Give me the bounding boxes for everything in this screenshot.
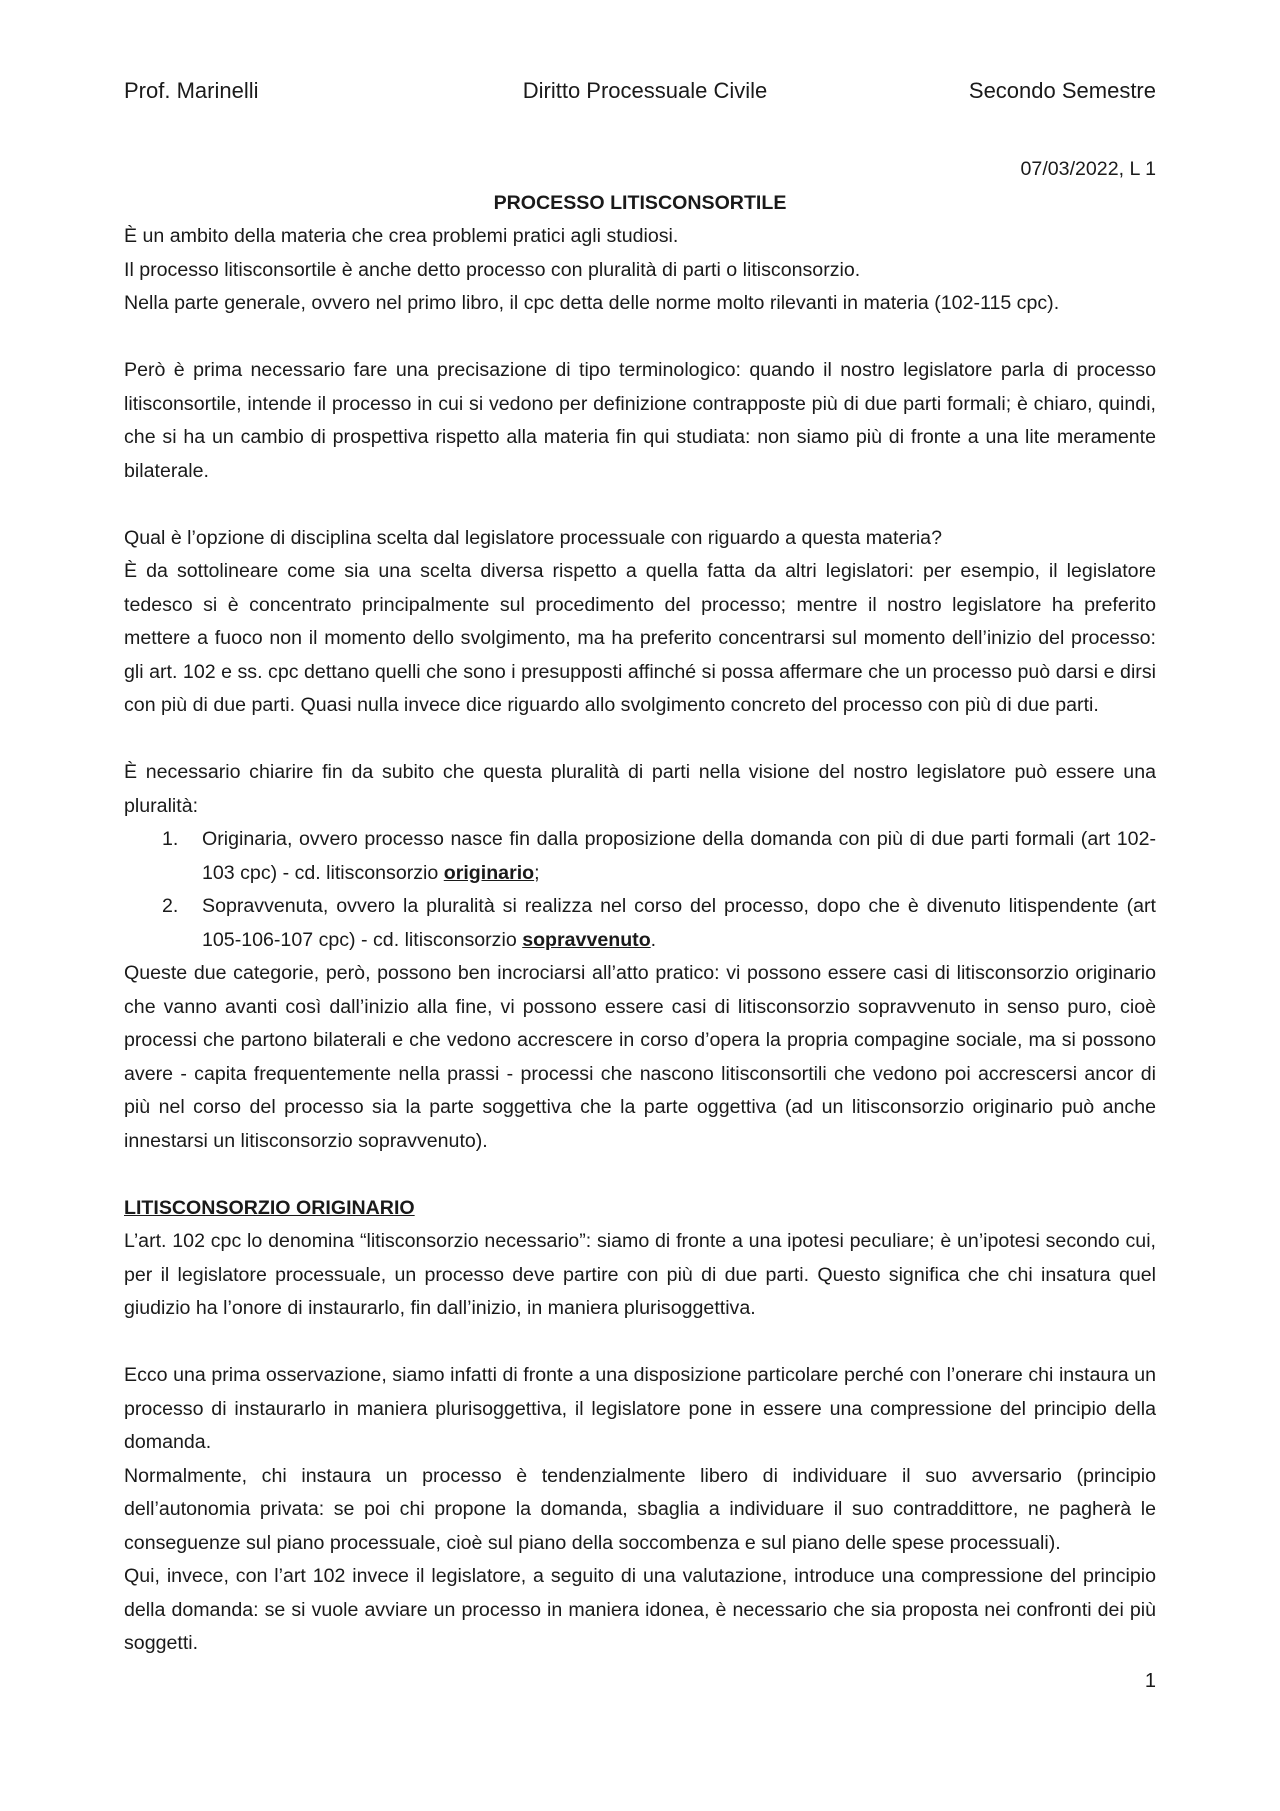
- list-item-number: 2.: [162, 895, 179, 917]
- intro-line-3: Nella parte generale, ovvero nel primo libro, il cpc detta delle norme molto rilevanti in materia (102-115 cpc).: [124, 292, 1060, 314]
- paragraph-legislator-choice: È da sottolineare come sia una scelta diversa rispetto a quella fatta da altri legislatori: per esempio, il legislatore tedesco si è concentrato principalmente sul procedimento del processo; mentre il nostro legislatore ha preferito mettere a fuoco non il momento dello svolgimento, ma ha preferito concentrarsi sul momento dell’inizio del processo: gli art. 102 e ss. cpc dettano quelli che sono i presupposti affinché si possa affermare che un processo può darsi e dirsi con più di due parti. Quasi nulla invece dice riguardo allo svolgimento concreto del processo con più di due parti.: [124, 560, 1156, 716]
- header-semester: Secondo Semestre: [968, 78, 1156, 103]
- document-title: PROCESSO LITISCONSORTILE: [493, 191, 787, 214]
- list-item-number: 1.: [162, 828, 179, 850]
- list-item: [124, 890, 1156, 957]
- paragraph-plurality: È necessario chiarire fin da subito che questa pluralità di parti nella visione del nostro legislatore può essere una pluralità:: [124, 761, 1156, 817]
- paragraph-art-102: L’art. 102 cpc lo denomina “litisconsorzio necessario”: siamo di fronte a una ipotesi peculiare; è un’ipotesi secondo cui, per il legislatore processuale, un processo deve partire con più di due parti. Questo significa che chi insatura quel giudizio ha l’onore di instaurarlo, fin dall’inizio, in maniera plurisoggettiva.: [124, 1230, 1156, 1319]
- document-body: [124, 153, 1156, 1661]
- paragraph-normally: Normalmente, chi instaura un processo è tendenzialmente libero di individuare il suo avversario (principio dell’autonomia privata: se poi chi propone la domanda, sbaglia a individuare il suo contraddittore, ne pagherà le conseguenze sul piano processuale, cioè sul piano della soccombenza e sul piano delle spese processuali).: [124, 1464, 1156, 1554]
- intro-line-1: È un ambito della materia che crea problemi pratici agli studiosi.: [124, 225, 679, 247]
- plurality-list: [124, 823, 1156, 957]
- paragraph-terminology: Però è prima necessario fare una precisazione di tipo terminologico: quando il nostro legislatore parla di processo litisconsortile, intende il processo in cui si vedono per definizione contrapposte più di due parti formali; è chiaro, quindi, che si ha un cambio di prospettiva rispetto alla materia fin qui studiata: non siamo più di fronte a una lite meramente bilaterale.: [124, 359, 1156, 482]
- paragraph-compression: Qui, invece, con l’art 102 invece il legislatore, a seguito di una valutazione, introduce una compressione del principio della domanda: se si vuole avviare un processo in maniera idonea, è necessario che sia proposta nei confronti dei più soggetti.: [124, 1565, 1156, 1654]
- list-item: [124, 823, 1156, 890]
- page-header: [124, 78, 1156, 108]
- paragraph-question: Qual è l’opzione di disciplina scelta dal legislatore processuale con riguardo a questa materia?: [124, 526, 942, 549]
- header-course: Diritto Processuale Civile: [522, 78, 768, 103]
- paragraph-categories: Queste due categorie, però, possono ben incrociarsi all’atto pratico: vi possono essere casi di litisconsorzio originario che vanno avanti così dall’inizio alla fine, vi possono essere casi di litisconsorzio sopravvenuto in senso puro, cioè processi che partono bilaterali e che vedono accrescere in corso d’opera la propria compagine sociale, ma si possono avere - capita frequentemente nella prassi - processi che nascono litisconsortili che vedono poi accrescersi ancor di più nel corso del processo sia la parte soggettiva che la parte oggettiva (ad un litisconsorzio originario può anche innestarsi un litisconsorzio sopravvenuto).: [124, 962, 1156, 1152]
- intro-line-2: Il processo litisconsortile è anche detto processo con pluralità di parti o litisconsorzio.: [124, 258, 861, 281]
- page-number: 1: [1144, 1670, 1156, 1692]
- paragraph-observation: Ecco una prima osservazione, siamo infatti di fronte a una disposizione particolare perché con l’onerare chi instaura un processo di instaurarlo in maniera plurisoggettiva, il legislatore pone in essere una compressione del principio della domanda.: [124, 1364, 1156, 1453]
- list-item-text: Sopravvenuta, ovvero la pluralità si realizza nel corso del processo, dopo che è divenuto litispendente (art 105-106-107 cpc) - cd. litisconsorzio: [202, 895, 1156, 951]
- list-item-end: ;: [534, 861, 540, 884]
- header-professor: Prof. Marinelli: [124, 78, 259, 103]
- list-item-keyword: sopravvenuto: [522, 928, 651, 951]
- section-heading: LITISCONSORZIO ORIGINARIO: [124, 1196, 415, 1219]
- list-item-text: Originaria, ovvero processo nasce fin dalla proposizione della domanda con più di due parti formali (art 102-103 cpc) - cd. litisconsorzio: [202, 828, 1156, 884]
- list-item-end: .: [650, 928, 657, 951]
- list-item-keyword: originario: [443, 861, 535, 884]
- lecture-date: 07/03/2022, L 1: [1020, 158, 1156, 180]
